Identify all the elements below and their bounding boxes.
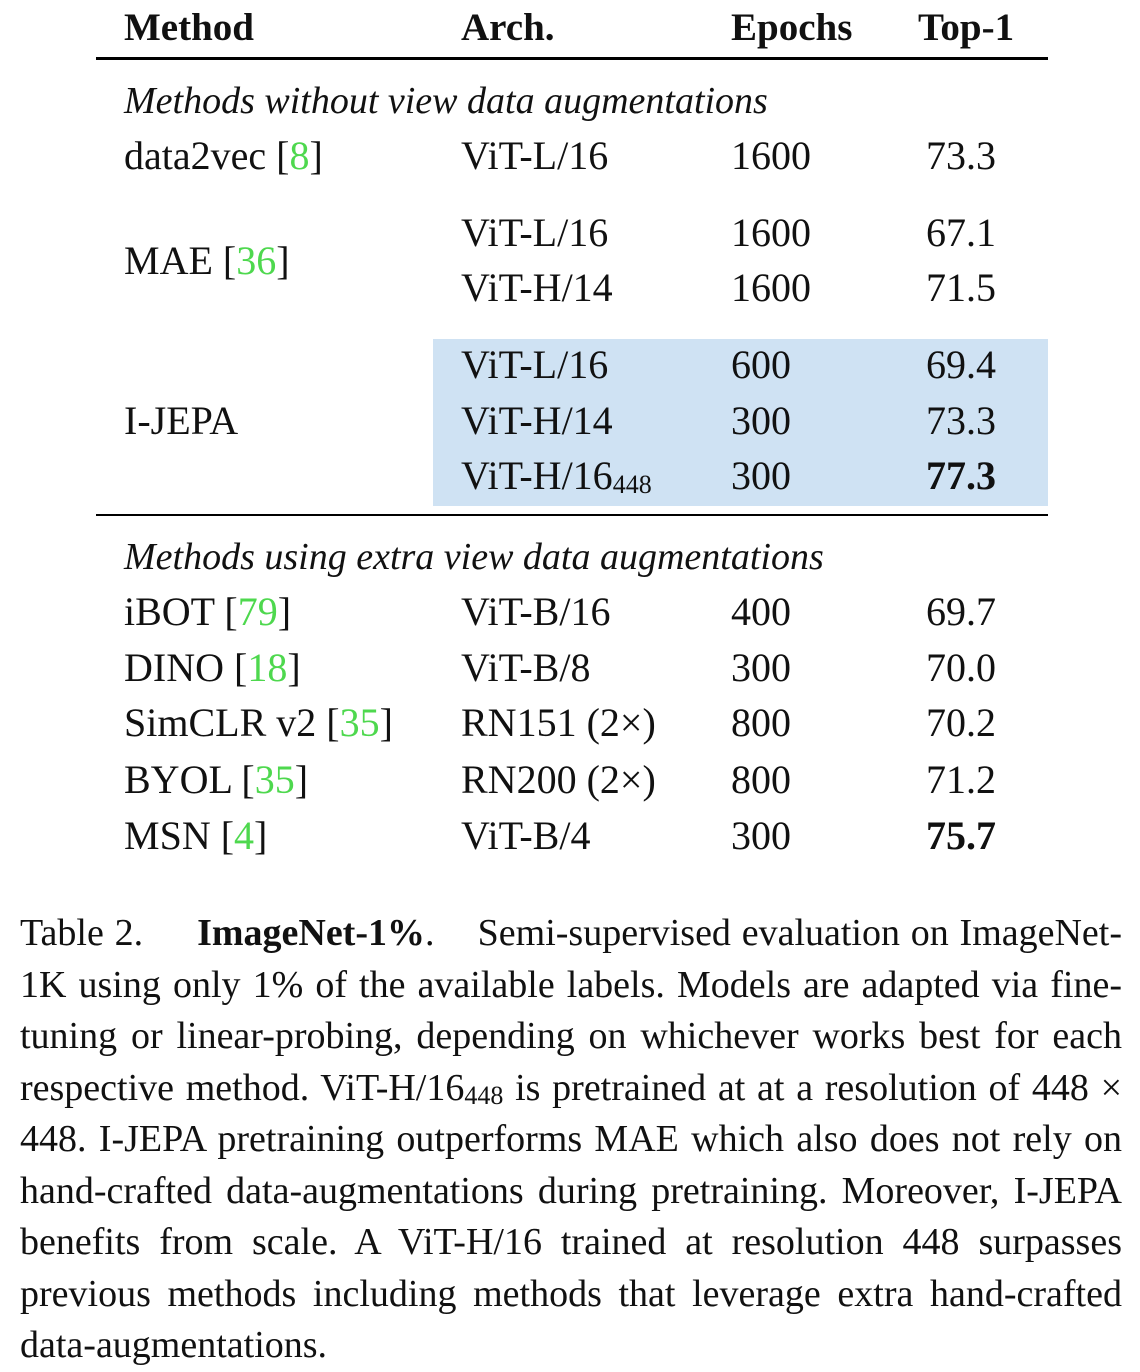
caption-subscript: 448: [464, 1080, 504, 1110]
top1-cell: 73.3: [926, 398, 996, 443]
arch-cell: [461, 700, 656, 746]
arch-cell: [461, 757, 656, 803]
epochs-cell: 300: [731, 645, 791, 690]
section-title: Methods without view data augmentations: [124, 80, 768, 122]
method-name: [124, 398, 238, 444]
top1-cell: 69.7: [926, 589, 996, 634]
method-label: DINO: [124, 645, 224, 690]
arch-label: RN151 (2×): [461, 700, 656, 745]
arch-label: ViT-L/16: [461, 342, 609, 387]
epochs-cell: 1600: [731, 265, 811, 310]
arch-cell: [461, 453, 652, 499]
arch-cell: [461, 645, 590, 691]
top1-cell: 70.0: [926, 645, 996, 690]
table-caption: Table 2. ImageNet-1%. Semi-supervised evaluation on ImageNet-1K using only 1% of the available labels. Models are adapted via fine-tuning or linear-probing, depending on whichever works best for each respective method. ViT-$H/16_{448}$ is pretrained at at a resolution of 448 × 448. I-JEPA pretraining outperforms MAE which also does not rely on hand-crafted data-augmentations during pretraining. Moreover, I-JEPA benefits from scale. A ViT-H/16 trained at resolution 448 surpasses previous methods including methods that leverage extra hand-crafted data-augmentations.: [20, 912, 1123, 1366]
arch-cell: [461, 210, 608, 256]
epochs-cell: 1600: [731, 133, 811, 178]
header-top1: Top-1: [918, 6, 1015, 49]
arch-cell: [461, 265, 613, 311]
method-label: MSN: [124, 813, 211, 858]
method-name: BYOL [35]: [124, 757, 309, 802]
top1-cell: 71.2: [926, 757, 996, 802]
arch-label: ViT-L/16: [461, 133, 609, 178]
citation-link[interactable]: 35: [339, 700, 380, 745]
epochs-cell: 300: [731, 453, 791, 498]
citation-link[interactable]: 8: [289, 133, 310, 178]
top1-cell: 69.4: [926, 342, 996, 387]
citation-link[interactable]: 35: [254, 757, 295, 802]
top-rule: [96, 57, 1048, 60]
arch-label: ViT-B/4: [461, 813, 591, 858]
epochs-cell: 300: [731, 813, 791, 858]
epochs-cell: 600: [731, 342, 791, 387]
method-label: data2vec: [124, 133, 267, 178]
citation-link[interactable]: 79: [237, 589, 278, 634]
arch-cell: [461, 813, 590, 859]
method-name: DINO [18]: [124, 645, 301, 690]
method-label: SimCLR v2: [124, 700, 317, 745]
arch-cell: [461, 398, 613, 444]
citation-link[interactable]: 18: [247, 645, 288, 690]
arch-cell: [461, 133, 608, 179]
arch-label: ViT-H/16: [461, 453, 613, 498]
caption-title: ImageNet-1%: [197, 912, 425, 954]
arch-label: RN200 (2×): [461, 757, 656, 802]
method-name: MAE [36]: [124, 237, 290, 283]
arch-label: ViT-H/14: [461, 398, 613, 443]
caption-label: Table 2.: [20, 912, 144, 954]
epochs-cell: 800: [731, 700, 791, 745]
epochs-cell: 800: [731, 757, 791, 802]
arch-subscript: 448: [612, 470, 652, 499]
arch-label: ViT-B/16: [461, 589, 611, 634]
top1-cell: 70.2: [926, 700, 996, 745]
method-name: SimCLR v2 [35]: [124, 700, 393, 745]
method-name: MSN [4]: [124, 813, 268, 858]
header-arch: Arch.: [461, 6, 555, 49]
epochs-cell: 300: [731, 398, 791, 443]
epochs-cell: 400: [731, 589, 791, 634]
section-title: Methods using extra view data augmentations: [124, 536, 824, 578]
top1-cell: 77.3: [926, 453, 996, 498]
arch-cell: [461, 589, 610, 635]
citation-link[interactable]: 36: [236, 237, 277, 283]
header-method: Method: [124, 6, 254, 49]
arch-label: ViT-L/16: [461, 210, 609, 255]
epochs-cell: 1600: [731, 210, 811, 255]
method-label: MAE: [124, 237, 213, 283]
mid-rule: [96, 514, 1048, 516]
citation-link[interactable]: 4: [234, 813, 255, 858]
arch-label: ViT-H/14: [461, 265, 613, 310]
top1-cell: 67.1: [926, 210, 996, 255]
method-label: I-JEPA: [124, 397, 239, 443]
arch-cell: [461, 342, 608, 388]
method-label: BYOL: [124, 757, 232, 802]
top1-cell: 71.5: [926, 265, 996, 310]
arch-label: ViT-B/8: [461, 645, 591, 690]
method-name: data2vec [8]: [124, 133, 323, 178]
method-name: iBOT [79]: [124, 589, 292, 634]
method-label: iBOT: [124, 589, 215, 634]
top1-cell: 75.7: [926, 813, 996, 858]
caption-text-1: Semi-supervised evaluation on ImageNet-1K using only 1% of the available labels. Models are adapted via fine-tuning or linear-probing, depending on whichever works best for each respective method. ViT-H/16: [20, 912, 1123, 1109]
caption-text-2: is pretrained at at a resolution of 448 × 448. I-JEPA pretraining outperforms MAE which also does not rely on hand-crafted data-augmentations during pretraining. Moreover, I-JEPA benefits from scale. A ViT-H/16 trained at resolution 448 surpasses previous methods including methods that leverage extra hand-crafted data-augmentations.: [20, 1066, 1123, 1366]
header-epochs: Epochs: [731, 6, 853, 49]
top1-cell: 73.3: [926, 133, 996, 178]
